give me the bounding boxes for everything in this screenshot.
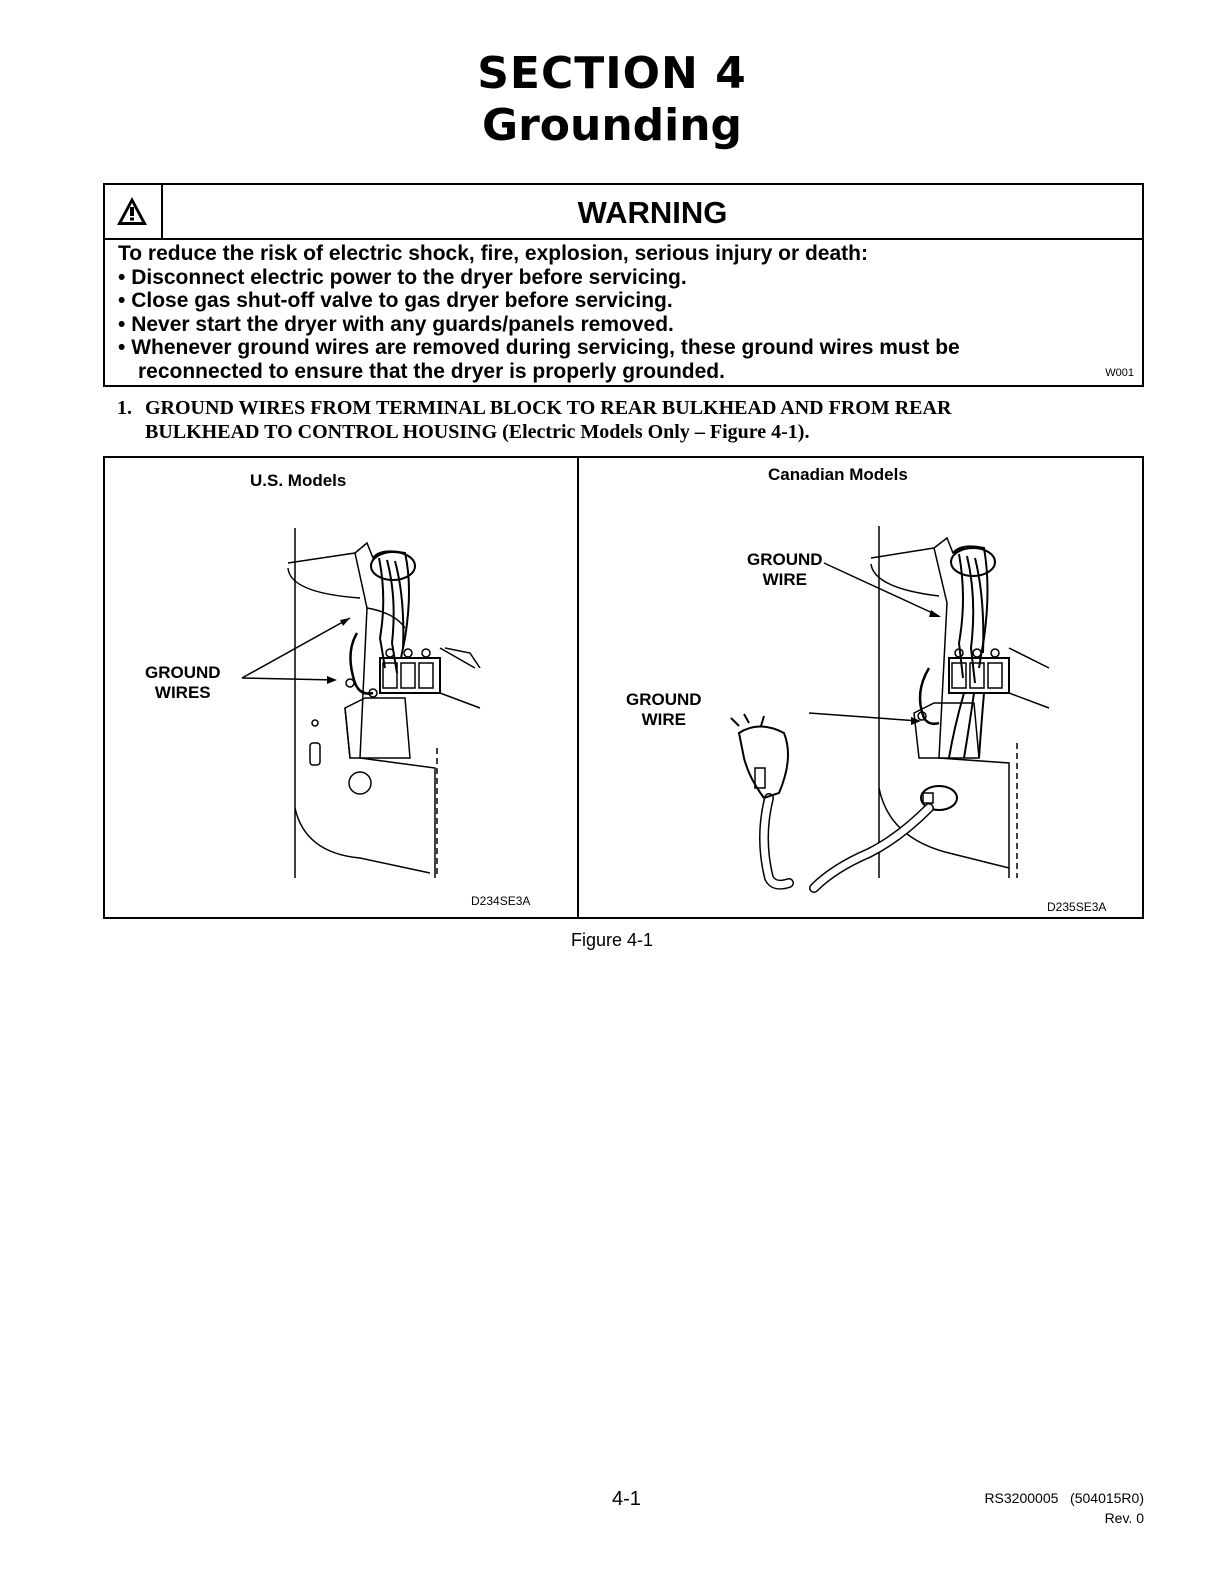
canadian-ground-wire-callout-top: GROUND WIRE	[747, 550, 823, 589]
warning-header	[105, 185, 1142, 240]
warning-box	[103, 183, 1144, 387]
us-drawing-code: D234SE3A	[471, 894, 531, 908]
document-number: RS3200005 (504015R0) Rev. 0	[984, 1490, 1144, 1526]
page-title: Grounding	[481, 100, 743, 151]
warning-bullet: • Never start the dryer with any guards/panels removed.	[118, 312, 674, 336]
step-number: 1.	[117, 397, 132, 419]
warning-intro: To reduce the risk of electric shock, fire, explosion, serious injury or death:	[118, 242, 868, 265]
warning-bullet: • Disconnect electric power to the dryer before servicing.	[118, 265, 687, 289]
page-number: 4-1	[612, 1488, 641, 1510]
section-number: SECTION 4	[477, 48, 747, 99]
figure-box	[103, 456, 1144, 919]
canadian-models-panel	[579, 458, 1142, 917]
canadian-ground-wire-callout-mid: GROUND WIRE	[626, 690, 702, 729]
warning-title: WARNING	[577, 195, 728, 230]
warning-code: W001	[1105, 367, 1134, 379]
us-ground-wires-callout: GROUND WIRES	[145, 663, 221, 702]
us-models-panel	[105, 458, 577, 917]
figure-caption: Figure 4-1	[570, 930, 654, 950]
step-text: GROUND WIRES FROM TERMINAL BLOCK TO REAR BULKHEAD AND FROM REAR BULKHEAD TO CONTROL HOUSING (Electric Models Only – Figure 4-1).	[145, 397, 952, 443]
canadian-terminal-block-illustration	[579, 458, 1142, 917]
warning-bullet: • Whenever ground wires are removed during servicing, these ground wires must be reconnected to ensure that the dryer is properly grounded.	[118, 336, 960, 383]
warning-bullet: • Close gas shut-off valve to gas dryer before servicing.	[118, 289, 673, 312]
us-models-title: U.S. Models	[250, 471, 347, 490]
canadian-models-title: Canadian Models	[768, 465, 908, 484]
warning-triangle-icon	[105, 185, 163, 238]
warning-body	[118, 242, 1132, 383]
canadian-drawing-code: D235SE3A	[1047, 900, 1107, 914]
